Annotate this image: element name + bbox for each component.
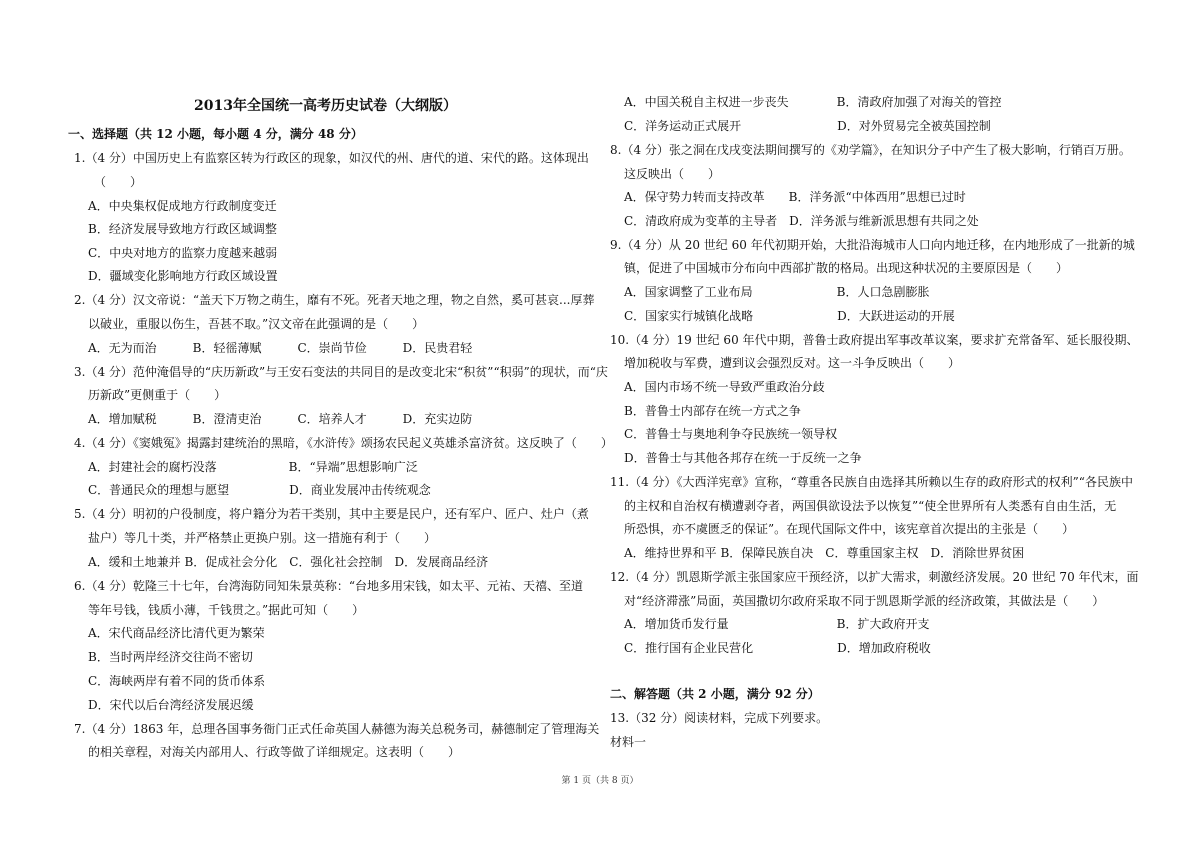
- question-10-option: C．普鲁士与奥地利争夺民族统一领导权: [624, 427, 838, 441]
- question-6-option: A．宋代商品经济比清代更为繁荣: [88, 626, 265, 640]
- question-7-stem: 7.（4 分）1863 年，总理各国事务衙门正式任命英国人赫德为海关总税务司，赫德制定了管理海关: [74, 722, 600, 736]
- question-2-stem: 以破业，重服以伤生，吾甚不取。”汉文帝在此强调的是（ ）: [88, 317, 425, 331]
- question-6-option: B．当时两岸经济交往尚不密切: [88, 650, 253, 664]
- question-9-stem: 9.（4 分）从 20 世纪 60 年代初期开始，大批沿海城市人口向内地迁移，在内地形成了一批新的城: [610, 238, 1135, 252]
- question-2-options: A．无为而治 B．轻徭薄赋 C．崇尚节俭 D．民贵君轻: [88, 341, 473, 355]
- question-11-stem: 11.（4 分）《大西洋宪章》宣称，“尊重各民族自由选择其所赖以生存的政府形式的权利”“各民族中: [610, 475, 1133, 489]
- question-1-stem: 1.（4 分）中国历史上有监察区转为行政区的现象，如汉代的州、唐代的道、宋代的路。这体现出: [74, 151, 589, 165]
- question-11-options: A．维持世界和平 B．保障民族自决 C．尊重国家主权 D．消除世界贫困: [624, 546, 1025, 560]
- question-1-option: B．经济发展导致地方行政区域调整: [88, 222, 277, 236]
- question-6-option: C．海峡两岸有着不同的货币体系: [88, 674, 266, 688]
- question-4-options: C．普通民众的理想与愿望 D．商业发展冲击传统观念: [88, 483, 431, 497]
- question-13-stem: 13.（32 分）阅读材料，完成下列要求。: [610, 711, 829, 725]
- question-11-stem: 的主权和自治权有横遭剥夺者，两国俱欲设法予以恢复”“使全世界所有人类悉有自由生活，无: [624, 499, 1117, 513]
- question-5-stem: 5.（4 分）明初的户役制度，将户籍分为若干类别，其中主要是民户，还有军户、匠户、灶户（煮: [74, 507, 589, 521]
- question-12-options: A．增加货币发行量 B．扩大政府开支: [624, 617, 930, 631]
- question-7-options: C．洋务运动正式展开 D．对外贸易完全被英国控制: [624, 119, 991, 133]
- question-8-options: A．保守势力转而支持改革 B．洋务派“中体西用”思想已过时: [624, 190, 966, 204]
- question-6-stem: 6.（4 分）乾隆三十七年，台湾海防同知朱景英称：“台地多用宋钱，如太平、元祐、天禧、至道: [74, 579, 584, 593]
- question-3-stem: 历新政”更侧重于（ ）: [88, 388, 227, 402]
- question-10-option: D．普鲁士与其他各邦存在统一于反统一之争: [624, 451, 862, 465]
- page-title: 2013年全国统一高考历史试卷（大纲版）: [194, 98, 457, 114]
- question-12-stem: 对“经济滞涨”局面，英国撒切尔政府采取不同于凯恩斯学派的经济政策，其做法是（ ）: [624, 594, 1105, 608]
- question-8-options: C．清政府成为变革的主导者 D．洋务派与维新派思想有共同之处: [624, 214, 979, 228]
- question-5-stem: 盐户）等几十类，并严格禁止更换户别。这一措施有利于（ ）: [88, 531, 437, 545]
- question-9-options: A．国家调整了工业布局 B．人口急剧膨胀: [624, 285, 930, 299]
- question-1-option: A．中央集权促成地方行政制度变迁: [88, 199, 277, 213]
- question-1-option: C．中央对地方的监察力度越来越弱: [88, 246, 278, 260]
- question-10-option: A．国内市场不统一导致严重政治分歧: [624, 380, 825, 394]
- question-3-stem: 3.（4 分）范仲淹倡导的“庆历新政”与王安石变法的共同目的是改变北宋“积贫”“积弱”的现状，而“庆: [74, 365, 608, 379]
- section-heading-2: 二、解答题（共 2 小题，满分 92 分）: [610, 687, 820, 701]
- question-4-stem: 4.（4 分）《窦娥冤》揭露封建统治的黑暗，《水浒传》颂扬农民起义英雄杀富济贫。这反映了（ ）: [74, 436, 613, 450]
- question-10-stem: 10.（4 分）19 世纪 60 年代中期，普鲁士政府提出军事改革议案，要求扩充常备军、延长服役期、: [610, 333, 1139, 347]
- question-8-stem: 8.（4 分）张之洞在戊戌变法期间撰写的《劝学篇》，在知识分子中产生了极大影响，行销百万册。: [610, 143, 1131, 157]
- page-footer: 第 1 页（共 8 页）: [561, 776, 639, 786]
- question-10-option: B．普鲁士内部存在统一方式之争: [624, 404, 801, 418]
- question-1-option: D．疆域变化影响地方行政区域设置: [88, 269, 278, 283]
- question-3-options: A．增加赋税 B．澄清吏治 C．培养人才 D．充实边防: [88, 412, 473, 426]
- question-12-stem: 12.（4 分）凯恩斯学派主张国家应干预经济，以扩大需求，刺激经济发展。20 世纪 70 年代末，面: [610, 570, 1139, 584]
- question-6-stem: 等年号钱，钱质小薄，千钱贯之。”据此可知（ ）: [88, 603, 365, 617]
- question-4-options: A．封建社会的腐朽没落 B．“异端”思想影响广泛: [88, 460, 418, 474]
- question-2-stem: 2.（4 分）汉文帝说：“盖天下万物之萌生，靡有不死。死者天地之理，物之自然，奚可甚哀...厚葬: [74, 293, 595, 307]
- question-9-options: C．国家实行城镇化战略 D．大跃进运动的开展: [624, 309, 955, 323]
- section-heading-1: 一、选择题（共 12 小题，每小题 4 分，满分 48 分）: [68, 127, 363, 141]
- question-12-options: C．推行国有企业民营化 D．增加政府税收: [624, 641, 931, 655]
- question-8-stem: 这反映出（ ）: [624, 167, 721, 181]
- question-6-option: D．宋代以后台湾经济发展迟缓: [88, 698, 254, 712]
- question-11-stem: 所恐惧，亦不虞匮乏的保证”。在现代国际文件中，该宪章首次提出的主张是（ ）: [624, 522, 1075, 536]
- question-9-stem: 镇，促进了中国城市分布向中西部扩散的格局。出现这种状况的主要原因是（ ）: [624, 261, 1069, 275]
- question-5-options: A．缓和土地兼并 B．促成社会分化 C．强化社会控制 D．发展商品经济: [88, 555, 489, 569]
- question-10-stem: 增加税收与军费，遭到议会强烈反对。这一斗争反映出（ ）: [624, 356, 961, 370]
- question-1-stem: （ ）: [94, 175, 143, 189]
- question-7-stem: 的相关章程，对海关内部用人、行政等做了详细规定。这表明（ ）: [88, 745, 461, 759]
- material-label: 材料一: [610, 735, 647, 749]
- question-7-options: A．中国关税自主权进一步丧失 B．清政府加强了对海关的管控: [624, 95, 1002, 109]
